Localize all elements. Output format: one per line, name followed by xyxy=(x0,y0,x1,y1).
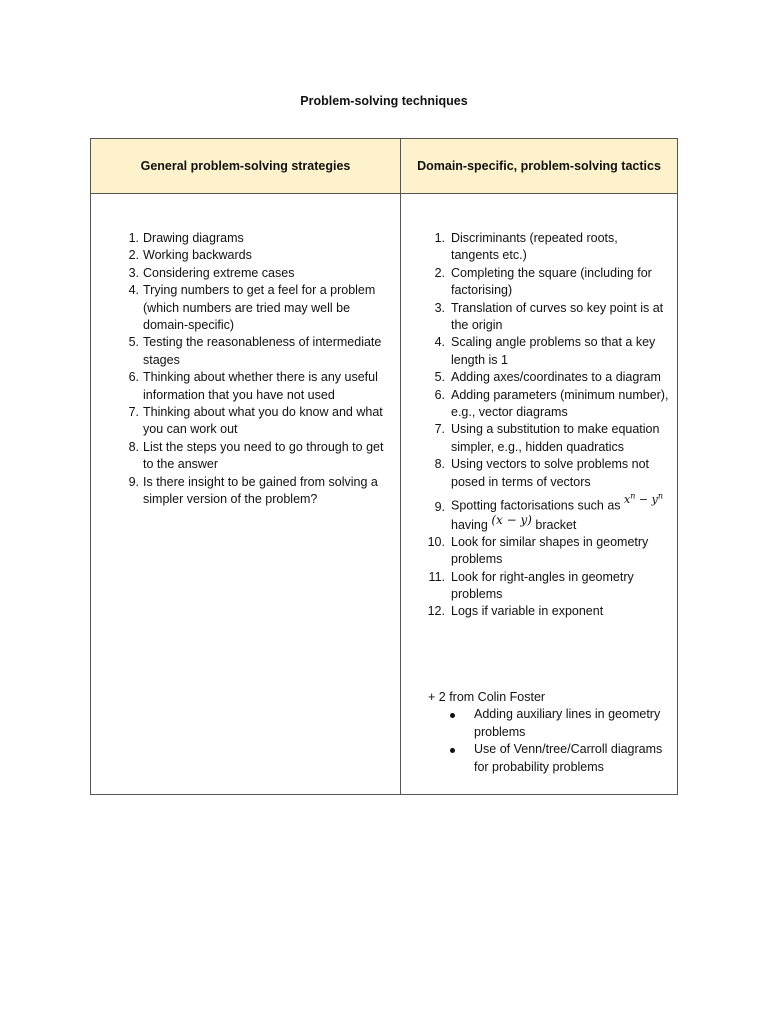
list-item: 12. Logs if variable in exponent xyxy=(427,604,604,619)
list-item: 9. Is there insight to be gained from solving a simpler version of the problem? xyxy=(128,474,378,507)
domain-tactics-list xyxy=(419,230,669,621)
column-divider xyxy=(400,139,401,794)
formula-xn-yn: $x^n - y^n$ xyxy=(624,491,663,506)
list-item: 4. Trying numbers to get a feel for a problem (which numbers are tried may well be domain-specific) xyxy=(128,283,376,333)
list-item: 1. Discriminants (repeated roots, tangents etc.) xyxy=(434,231,618,263)
extra-heading: + 2 from Colin Foster xyxy=(428,690,546,704)
list-item-factorisation: 9. Spotting factorisations such as $x^n - y^n$ having (x − y) bracket xyxy=(434,491,663,532)
bullet-icon xyxy=(450,748,455,753)
general-strategies-list xyxy=(113,230,389,509)
list-item: 2. Working backwards xyxy=(128,248,252,263)
colin-foster-section xyxy=(428,689,668,776)
list-item: 6. Thinking about whether there is any useful information that you have not used xyxy=(128,370,378,402)
formula-bracket: (x − y) xyxy=(491,512,532,527)
techniques-table xyxy=(90,138,678,795)
list-item: 7. Using a substitution to make equation simpler, e.g., hidden quadratics xyxy=(434,422,660,454)
bullet-icon xyxy=(450,713,455,718)
list-item: 8. List the steps you need to go through to get to the answer xyxy=(128,439,384,472)
list-item: 7. Thinking about what you do know and what you can work out xyxy=(128,405,383,437)
list-item: 6. Adding parameters (minimum number), e.g., vector diagrams xyxy=(434,387,669,420)
bullet-item: Adding auxiliary lines in geometry problems xyxy=(450,706,668,741)
list-item: 5. Adding axes/coordinates to a diagram xyxy=(434,370,661,385)
list-item: 11. Look for right-angles in geometry problems xyxy=(428,569,634,601)
list-item: 3. Translation of curves so key point is at the origin xyxy=(434,300,664,333)
bullet-item: Use of Venn/tree/Carroll diagrams for probability problems xyxy=(450,741,668,776)
list-item: 10. Look for similar shapes in geometry problems xyxy=(427,534,649,567)
list-item: 5. Testing the reasonableness of intermediate stages xyxy=(128,335,382,367)
page-title: Problem-solving techniques xyxy=(300,94,468,108)
header-general: General problem-solving strategies xyxy=(140,159,351,173)
list-item: 8. Using vectors to solve problems not posed in terms of vectors xyxy=(434,457,650,489)
list-item: 2. Completing the square (including for factorising) xyxy=(434,265,652,298)
list-item: 1. Drawing diagrams xyxy=(128,231,244,245)
header-domain: Domain-specific, problem-solving tactics xyxy=(417,159,661,173)
list-item: 3. Considering extreme cases xyxy=(128,265,295,280)
list-item: 4. Scaling angle problems so that a key length is 1 xyxy=(434,335,656,367)
